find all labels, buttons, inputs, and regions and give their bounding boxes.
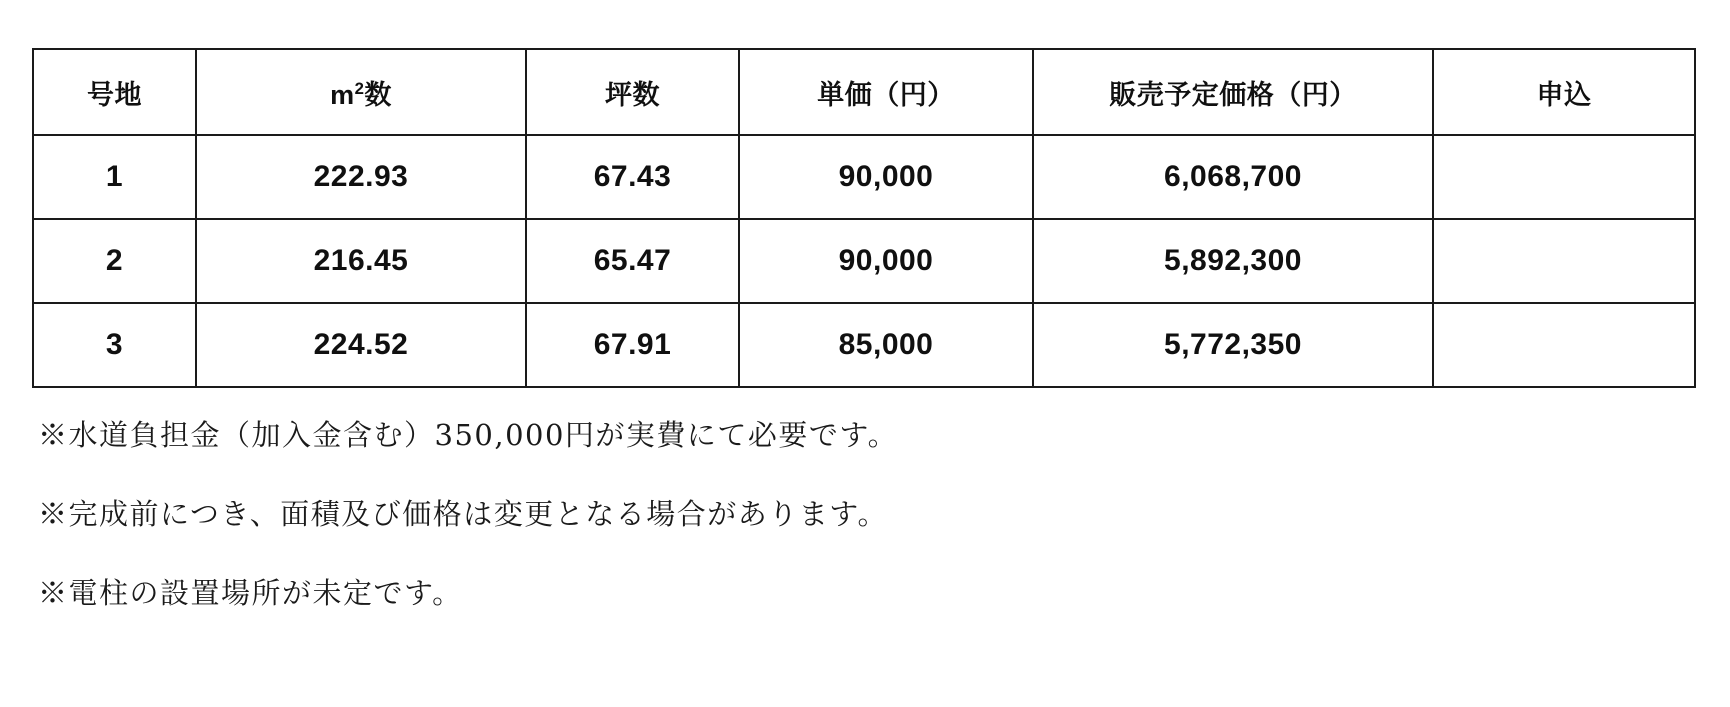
cell-lot-number: 1 — [33, 135, 196, 219]
cell-tsubo: 67.43 — [526, 135, 739, 219]
cell-square-meters: 216.45 — [196, 219, 526, 303]
lot-price-table — [32, 48, 1696, 388]
note-utility-pole-location: ※電柱の設置場所が未定です。 — [38, 575, 463, 610]
cell-lot-number: 3 — [33, 303, 196, 387]
m2-superscript: 2 — [354, 78, 365, 98]
cell-planned-price: 6,068,700 — [1033, 135, 1433, 219]
table-header-row — [33, 49, 1695, 135]
table-row — [33, 303, 1695, 387]
column-header-planned-price: 販売予定価格（円） — [1033, 49, 1433, 135]
cell-unit-price: 90,000 — [739, 135, 1033, 219]
notes-section — [32, 418, 1690, 610]
cell-unit-price: 85,000 — [739, 303, 1033, 387]
cell-application — [1433, 135, 1695, 219]
cell-lot-number: 2 — [33, 219, 196, 303]
table-row — [33, 135, 1695, 219]
note-water-supply-fee: ※水道負担金（加入金含む）350,000円が実費にて必要です。 — [38, 418, 899, 452]
column-header-unit-price: 単価（円） — [739, 49, 1033, 135]
table-row — [33, 219, 1695, 303]
column-header-tsubo: 坪数 — [526, 49, 739, 135]
column-header-square-meters — [196, 49, 526, 135]
cell-square-meters: 224.52 — [196, 303, 526, 387]
column-header-application: 申込 — [1433, 49, 1695, 135]
cell-planned-price: 5,892,300 — [1033, 219, 1433, 303]
cell-square-meters: 222.93 — [196, 135, 526, 219]
cell-tsubo: 65.47 — [526, 219, 739, 303]
m2-suffix: 数 — [364, 79, 392, 110]
cell-application — [1433, 219, 1695, 303]
note-pre-completion-change: ※完成前につき、面積及び価格は変更となる場合があります。 — [38, 496, 888, 531]
cell-tsubo: 67.91 — [526, 303, 739, 387]
cell-application — [1433, 303, 1695, 387]
cell-planned-price: 5,772,350 — [1033, 303, 1433, 387]
m2-prefix: m — [330, 79, 355, 110]
cell-unit-price: 90,000 — [739, 219, 1033, 303]
column-header-lot-number: 号地 — [33, 49, 196, 135]
